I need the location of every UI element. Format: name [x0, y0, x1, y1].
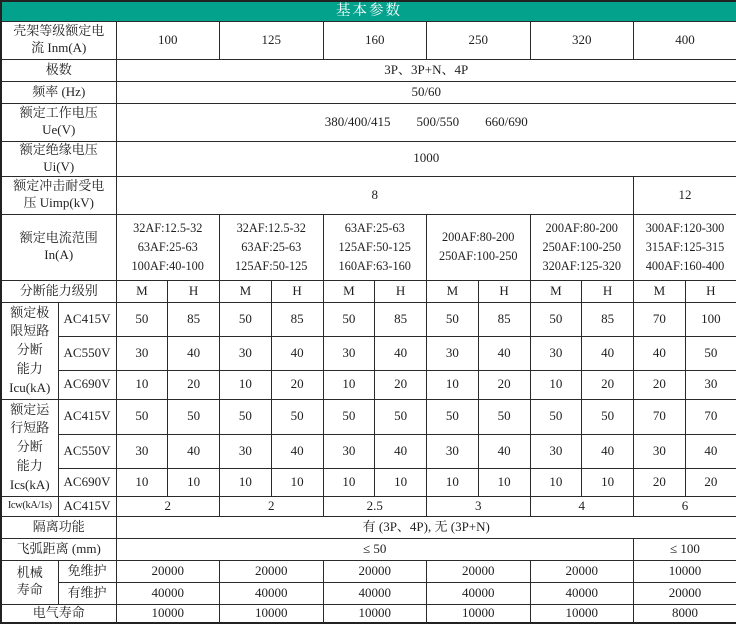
in-range-line: 100AF:40-100	[118, 257, 219, 276]
row-label-ue	[1, 103, 116, 141]
ics-value-cell: 50	[478, 399, 530, 434]
uimp-value-main: 8	[116, 176, 634, 214]
icu-value-cell: 50	[323, 302, 375, 336]
icu-voltage-label: AC690V	[58, 370, 116, 399]
in-range-line: 125AF:50-125	[221, 257, 322, 276]
mech-life-value: 20000	[323, 560, 427, 582]
row-label-uimp-line1: 额定冲击耐受电	[3, 178, 115, 195]
icu-value-cell: 20	[582, 370, 634, 399]
icu-value-cell: 10	[530, 370, 582, 399]
ics-value-cell: 40	[685, 434, 736, 468]
icu-value-cell: 50	[427, 302, 479, 336]
ics-value-cell: 50	[375, 399, 427, 434]
ui-value: 1000	[116, 141, 736, 176]
ics-value-cell: 40	[478, 434, 530, 468]
row-label-ui	[1, 141, 116, 176]
icu-value-cell: 70	[634, 302, 686, 336]
row-label-icu-line: 能力	[3, 360, 57, 379]
ics-value-cell: 30	[220, 434, 272, 468]
icu-value-cell: 10	[116, 370, 168, 399]
icu-value-cell: 85	[168, 302, 220, 336]
icu-value-cell: 10	[427, 370, 479, 399]
icw-voltage-label: AC415V	[58, 496, 116, 516]
breaking-class-cell: H	[168, 280, 220, 302]
ue-value-group: 660/690	[485, 114, 528, 131]
inm-value: 160	[323, 21, 427, 59]
icu-value-cell: 40	[582, 336, 634, 370]
icw-value-cell: 4	[530, 496, 634, 516]
icu-value-cell: 20	[271, 370, 323, 399]
ics-value-cell: 30	[116, 434, 168, 468]
row-label-icw: Icw(kA/1s)	[1, 496, 58, 516]
ics-value-cell: 40	[582, 434, 634, 468]
in-range-cell	[323, 214, 427, 280]
breaking-class-cell: M	[530, 280, 582, 302]
row-label-ue-line1: 额定工作电压	[3, 105, 115, 122]
ics-value-cell: 30	[427, 434, 479, 468]
icu-voltage-label: AC415V	[58, 302, 116, 336]
row-label-ics-line: 额定运	[3, 401, 57, 420]
poles-value: 3P、3P+N、4P	[116, 59, 736, 81]
mech-life-type-label: 免维护	[58, 560, 116, 582]
ics-value-cell: 10	[478, 468, 530, 496]
icu-value-cell: 30	[427, 336, 479, 370]
row-label-ui-line1: 额定绝缘电压	[3, 142, 115, 159]
ics-value-cell: 70	[634, 399, 686, 434]
mech-life-value: 20000	[530, 560, 634, 582]
icu-value-cell: 10	[323, 370, 375, 399]
icu-value-cell: 40	[478, 336, 530, 370]
row-label-breaking-class: 分断能力级别	[1, 280, 116, 302]
ics-value-cell: 10	[530, 468, 582, 496]
breaking-class-cell: H	[375, 280, 427, 302]
ics-voltage-label: AC415V	[58, 399, 116, 434]
elec-life-value: 10000	[427, 604, 531, 622]
in-range-line: 300AF:120-300	[635, 219, 735, 238]
icu-value-cell: 30	[323, 336, 375, 370]
row-label-frequency: 频率 (Hz)	[1, 81, 116, 103]
row-label-in-range-line1: 额定电流范围	[3, 230, 115, 247]
breaking-class-cell: M	[116, 280, 168, 302]
ics-value-cell: 50	[220, 399, 272, 434]
row-label-arcing: 飞弧距离 (mm)	[1, 538, 116, 560]
row-label-mech-life-line1: 机械	[3, 565, 57, 582]
ics-value-cell: 40	[271, 434, 323, 468]
in-range-line: 250AF:100-250	[532, 238, 633, 257]
ics-value-cell: 10	[582, 468, 634, 496]
icu-value-cell: 100	[685, 302, 736, 336]
ics-value-cell: 40	[168, 434, 220, 468]
icu-value-cell: 30	[685, 370, 736, 399]
row-label-in-range	[1, 214, 116, 280]
icu-value-cell: 20	[478, 370, 530, 399]
in-range-line: 315AF:125-315	[635, 238, 735, 257]
mech-life-value: 20000	[634, 582, 736, 604]
icu-value-cell: 40	[375, 336, 427, 370]
ics-value-cell: 50	[116, 399, 168, 434]
in-range-cell	[220, 214, 324, 280]
row-label-in-range-line2: In(A)	[3, 247, 115, 264]
ics-value-cell: 10	[323, 468, 375, 496]
ics-value-cell: 50	[427, 399, 479, 434]
ics-value-cell: 10	[116, 468, 168, 496]
row-label-icu-line: Icu(kA)	[3, 379, 57, 398]
ics-value-cell: 20	[685, 468, 736, 496]
in-range-line: 32AF:12.5-32	[118, 219, 219, 238]
icw-value-cell: 6	[634, 496, 736, 516]
mech-life-value: 40000	[530, 582, 634, 604]
row-label-ui-line2: Ui(V)	[3, 159, 115, 176]
icw-value-cell: 3	[427, 496, 531, 516]
row-label-ics-line: Ics(kA)	[3, 476, 57, 495]
icu-value-cell: 50	[685, 336, 736, 370]
mech-life-type-label: 有维护	[58, 582, 116, 604]
ics-value-cell: 50	[168, 399, 220, 434]
in-range-line: 200AF:80-200	[532, 219, 633, 238]
isolation-value: 有 (3P、4P), 无 (3P+N)	[116, 516, 736, 538]
breaking-class-cell: M	[323, 280, 375, 302]
in-range-line: 32AF:12.5-32	[221, 219, 322, 238]
icw-value-cell: 2	[220, 496, 324, 516]
in-range-line: 160AF:63-160	[325, 257, 426, 276]
row-label-icu-line: 额定极	[3, 304, 57, 323]
breaking-class-cell: H	[271, 280, 323, 302]
row-label-poles: 极数	[1, 59, 116, 81]
mech-life-value: 20000	[427, 560, 531, 582]
mech-life-value: 40000	[220, 582, 324, 604]
ics-value-cell: 50	[271, 399, 323, 434]
icu-voltage-label: AC550V	[58, 336, 116, 370]
ics-value-cell: 70	[685, 399, 736, 434]
breaking-class-cell: H	[685, 280, 736, 302]
ue-value	[116, 103, 736, 141]
row-label-ics-line: 行短路	[3, 419, 57, 438]
table-title: 基本参数	[1, 1, 736, 21]
uimp-value-400: 12	[634, 176, 736, 214]
icu-value-cell: 50	[220, 302, 272, 336]
ics-value-cell: 50	[530, 399, 582, 434]
ics-value-cell: 20	[634, 468, 686, 496]
ue-value-group: 500/550	[416, 114, 459, 131]
breaking-class-cell: M	[634, 280, 686, 302]
row-label-isolation: 隔离功能	[1, 516, 116, 538]
in-range-line: 63AF:25-63	[325, 219, 426, 238]
in-range-cell	[634, 214, 736, 280]
inm-value: 100	[116, 21, 220, 59]
mech-life-value: 40000	[116, 582, 220, 604]
ics-value-cell: 10	[375, 468, 427, 496]
icu-value-cell: 20	[634, 370, 686, 399]
elec-life-value: 10000	[323, 604, 427, 622]
in-range-cell	[116, 214, 220, 280]
frequency-value: 50/60	[116, 81, 736, 103]
icw-value-cell: 2.5	[323, 496, 427, 516]
icu-value-cell: 10	[220, 370, 272, 399]
row-label-ics-line: 能力	[3, 457, 57, 476]
row-label-uimp	[1, 176, 116, 214]
row-label-ics	[1, 399, 58, 496]
ics-value-cell: 10	[271, 468, 323, 496]
breaking-class-cell: M	[427, 280, 479, 302]
ics-value-cell: 30	[530, 434, 582, 468]
in-range-line: 320AF:125-320	[532, 257, 633, 276]
arcing-value-400: ≤ 100	[634, 538, 736, 560]
icu-value-cell: 85	[271, 302, 323, 336]
row-label-icu-line: 分断	[3, 341, 57, 360]
row-label-inm-line1: 壳架等级额定电	[3, 23, 115, 40]
icu-value-cell: 30	[220, 336, 272, 370]
mech-life-value: 40000	[323, 582, 427, 604]
icu-value-cell: 20	[168, 370, 220, 399]
ics-value-cell: 10	[168, 468, 220, 496]
inm-value: 250	[427, 21, 531, 59]
in-range-line: 125AF:50-125	[325, 238, 426, 257]
mech-life-value: 40000	[427, 582, 531, 604]
row-label-uimp-line2: 压 Uimp(kV)	[3, 195, 115, 212]
icu-value-cell: 85	[478, 302, 530, 336]
row-label-icu-line: 限短路	[3, 322, 57, 341]
in-range-line: 200AF:80-200	[428, 228, 529, 247]
mech-life-value: 10000	[634, 560, 736, 582]
ue-value-group: 380/400/415	[325, 114, 391, 131]
ics-voltage-label: AC690V	[58, 468, 116, 496]
ics-value-cell: 30	[323, 434, 375, 468]
ics-voltage-label: AC550V	[58, 434, 116, 468]
breaking-class-cell: M	[220, 280, 272, 302]
inm-value: 400	[634, 21, 736, 59]
ics-value-cell: 10	[220, 468, 272, 496]
in-range-cell	[530, 214, 634, 280]
row-label-mech-life-line2: 寿命	[3, 582, 57, 599]
row-label-mech-life	[1, 560, 58, 604]
icu-value-cell: 40	[634, 336, 686, 370]
row-label-elec-life: 电气寿命	[1, 604, 116, 622]
elec-life-value: 8000	[634, 604, 736, 622]
ics-value-cell: 50	[582, 399, 634, 434]
icu-value-cell: 85	[582, 302, 634, 336]
elec-life-value: 10000	[116, 604, 220, 622]
row-label-icu	[1, 302, 58, 399]
in-range-line: 63AF:25-63	[221, 238, 322, 257]
ics-value-cell: 40	[375, 434, 427, 468]
icu-value-cell: 50	[530, 302, 582, 336]
icu-value-cell: 40	[168, 336, 220, 370]
mech-life-value: 20000	[116, 560, 220, 582]
icw-value-cell: 2	[116, 496, 220, 516]
mech-life-value: 20000	[220, 560, 324, 582]
row-label-inm-line2: 流 Inm(A)	[3, 40, 115, 57]
in-range-cell	[427, 214, 531, 280]
ics-value-cell: 10	[427, 468, 479, 496]
in-range-line: 250AF:100-250	[428, 247, 529, 266]
inm-value: 125	[220, 21, 324, 59]
row-label-ue-line2: Ue(V)	[3, 122, 115, 139]
row-label-ics-line: 分断	[3, 438, 57, 457]
ics-value-cell: 30	[634, 434, 686, 468]
icu-value-cell: 85	[375, 302, 427, 336]
breaking-class-cell: H	[582, 280, 634, 302]
icu-value-cell: 30	[116, 336, 168, 370]
in-range-line: 400AF:160-400	[635, 257, 735, 276]
arcing-value-main: ≤ 50	[116, 538, 634, 560]
ics-value-cell: 50	[323, 399, 375, 434]
icu-value-cell: 30	[530, 336, 582, 370]
elec-life-value: 10000	[530, 604, 634, 622]
breaking-class-cell: H	[478, 280, 530, 302]
icu-value-cell: 50	[116, 302, 168, 336]
row-label-inm	[1, 21, 116, 59]
inm-value: 320	[530, 21, 634, 59]
in-range-line: 63AF:25-63	[118, 238, 219, 257]
icu-value-cell: 20	[375, 370, 427, 399]
icu-value-cell: 40	[271, 336, 323, 370]
elec-life-value: 10000	[220, 604, 324, 622]
